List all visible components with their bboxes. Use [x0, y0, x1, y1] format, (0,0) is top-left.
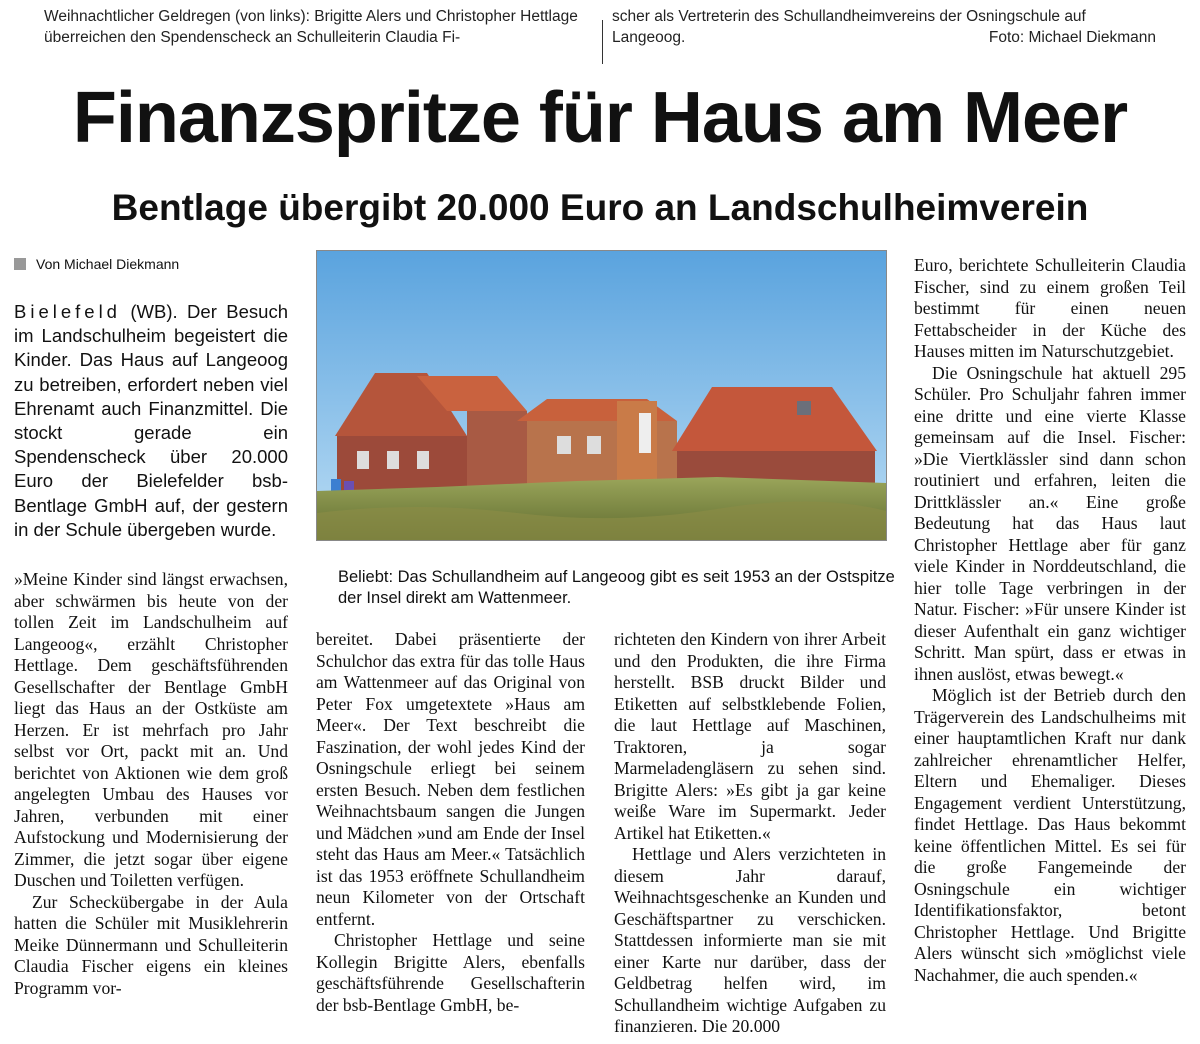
photo-credit: Foto: Michael Diekmann [988, 29, 1156, 46]
paragraph: Möglich ist der Betrieb durch den Trägerverein des Landschulheims mit einer hauptamtlichen Kraft nur dank zahlreicher ehrenamtlicher Helfer, Eltern und Ehemaliger. Dieses Engagement verdient Unterstützung, findet Hettlage. Das Haus bekommt keine öffentlichen Mittel. Es sei für die große Fangemeinde der Osningschule ein wichtiger Identifikationsfaktor, betont Christopher Hettlage. Und Brigitte Alers wünscht sich »möglichst viele Nachahmer, die auch spenden.« [914, 685, 1186, 985]
paragraph: richteten den Kindern von ihrer Arbeit und den Produkten, die ihre Firma herstellt. BSB druckt Bilder und Etiketten auf selbstklebende Folien, die laut Hettlage auf Maschinen, Traktoren, ja sogar Marmeladengläsern zu sehen sind. Brigitte Alers: »Es gibt ja gar keine weiße Ware im Supermarkt. Jeder Artikel hat Etiketten.« [614, 629, 886, 843]
byline-text: Von Michael Diekmann [36, 256, 180, 272]
paragraph: »Meine Kinder sind längst erwachsen, aber schwärmen bis heute von der tollen Zeit im Landschulheim auf Langeoog«, erzählt Christopher Hettlage. Dem geschäftsführenden Gesellschafter der Bentlage GmbH liegt das Haus an der Ostküste am Herzen. Er ist mehrfach pro Jahr selbst vor Ort, packt mit an. Und berichtet von Aktionen wie dem groß angelegten Umbau des Hauses vor Jahren, verbunden mit einer Aufstockung und Modernisierung der Zimmer, die jetzt sogar über eigene Duschen und Toiletten verfügen. [14, 569, 288, 890]
lead-paragraph [14, 300, 288, 542]
dateline: Bielefeld [14, 301, 121, 322]
photo-caption-top-left: Weihnachtlicher Geldregen (von links): Brigitte Alers und Christopher Hettlage überreichen den Spendenscheck an Schulleiterin Claudia Fi- [44, 8, 578, 46]
subheadline: Bentlage übergibt 20.000 Euro an Landschulheimverein [111, 187, 1089, 228]
article-column-1 [14, 569, 288, 999]
paragraph: Hettlage und Alers verzichteten in diesem Jahr darauf, Weihnachtsgeschenke an Kunden und Geschäftspartner zu verschicken. Stattdessen informierte man sie mit einer Karte nur darüber, dass der Geldbetrag helfen wird, im Schullandheim wichtige Aufgaben zu finanzieren. Die 20.000 [614, 844, 886, 1036]
article-column-3 [614, 629, 886, 1038]
caption-right-text: scher als Vertreterin des Schullandheimvereins der Osningschule auf Langeoog. [612, 8, 1086, 46]
byline [14, 255, 179, 273]
photo-caption-top-right [612, 6, 1156, 48]
schullandheim-photo-illustration [317, 251, 886, 540]
paragraph: Zur Scheckübergabe in der Aula hatten die Schüler mit Musiklehrerin Meike Dünnermann und Schulleiterin Claudia Fischer eigens ein kleines Programm vor- [14, 891, 288, 998]
paragraph: Euro, berichtete Schulleiterin Claudia Fischer, sind zu einem großen Teil bestimmt für einen neuen Fettabscheider in der Küche des Hauses mitten im Naturschutzgebiet. [914, 255, 1186, 361]
byline-marker-icon [14, 258, 26, 270]
paragraph: Die Osningschule hat aktuell 295 Schüler. Pro Schuljahr fahren immer eine dritte und eine vierte Klasse gemeinsam auf die Insel. Fischer: »Die Viertklässler sind dann schon routiniert und erfahren, leiten die Drittklässler an.« Eine große Bedeutung hat das Haus laut Christopher Hettlage aber für ganz viele Kinder in Norddeutschland, die hier tolle Tage verbringen in der Natur. Fischer: »Für unsere Kinder ist dieser Aufenthalt ein ganz wichtiger Schritt. Man spürt, dass er etwas in ihnen auslöst, etwas bewegt.« [914, 362, 1186, 684]
paragraph: bereitet. Dabei präsentierte der Schulchor das extra für das tolle Haus am Wattenmeer auf das Original von Peter Fox umgetextete »Haus am Meer«. Der Text beschreibt die Faszination, der wohl jedes Kind der Osningschule erliegt bei seinem ersten Besuch. Neben dem festlichen Weihnachtsbaum sangen die Jungen und Mädchen »und am Ende der Insel steht das Haus am Meer.« Tatsächlich ist das 1953 eröffnete Schullandheim neun Kilometer von der Ortschaft entfernt. [316, 629, 585, 929]
article-column-2 [316, 629, 585, 1016]
lead-text: (WB). Der Besuch im Landschulheim begeistert die Kinder. Das Haus auf Langeoog zu betreiben, erfordert neben viel Ehrenamt auch Finanzmittel. Die stockt gerade ein Spendenscheck über 20.000 Euro der Bielefelder bsb-Bentlage GmbH auf, der gestern in der Schule übergeben wurde. [14, 301, 288, 540]
article-column-4 [914, 255, 1186, 986]
article-photo [316, 250, 887, 541]
headline: Finanzspritze für Haus am Meer [72, 78, 1128, 158]
photo-caption: Beliebt: Das Schullandheim auf Langeoog gibt es seit 1953 an der Ostspitze der Insel direkt am Wattenmeer. [338, 568, 895, 607]
paragraph: Christopher Hettlage und seine Kollegin Brigitte Alers, ebenfalls geschäftsführende Gesellschafterin der bsb-Bentlage GmbH, be- [316, 930, 585, 1015]
caption-divider [602, 20, 603, 64]
